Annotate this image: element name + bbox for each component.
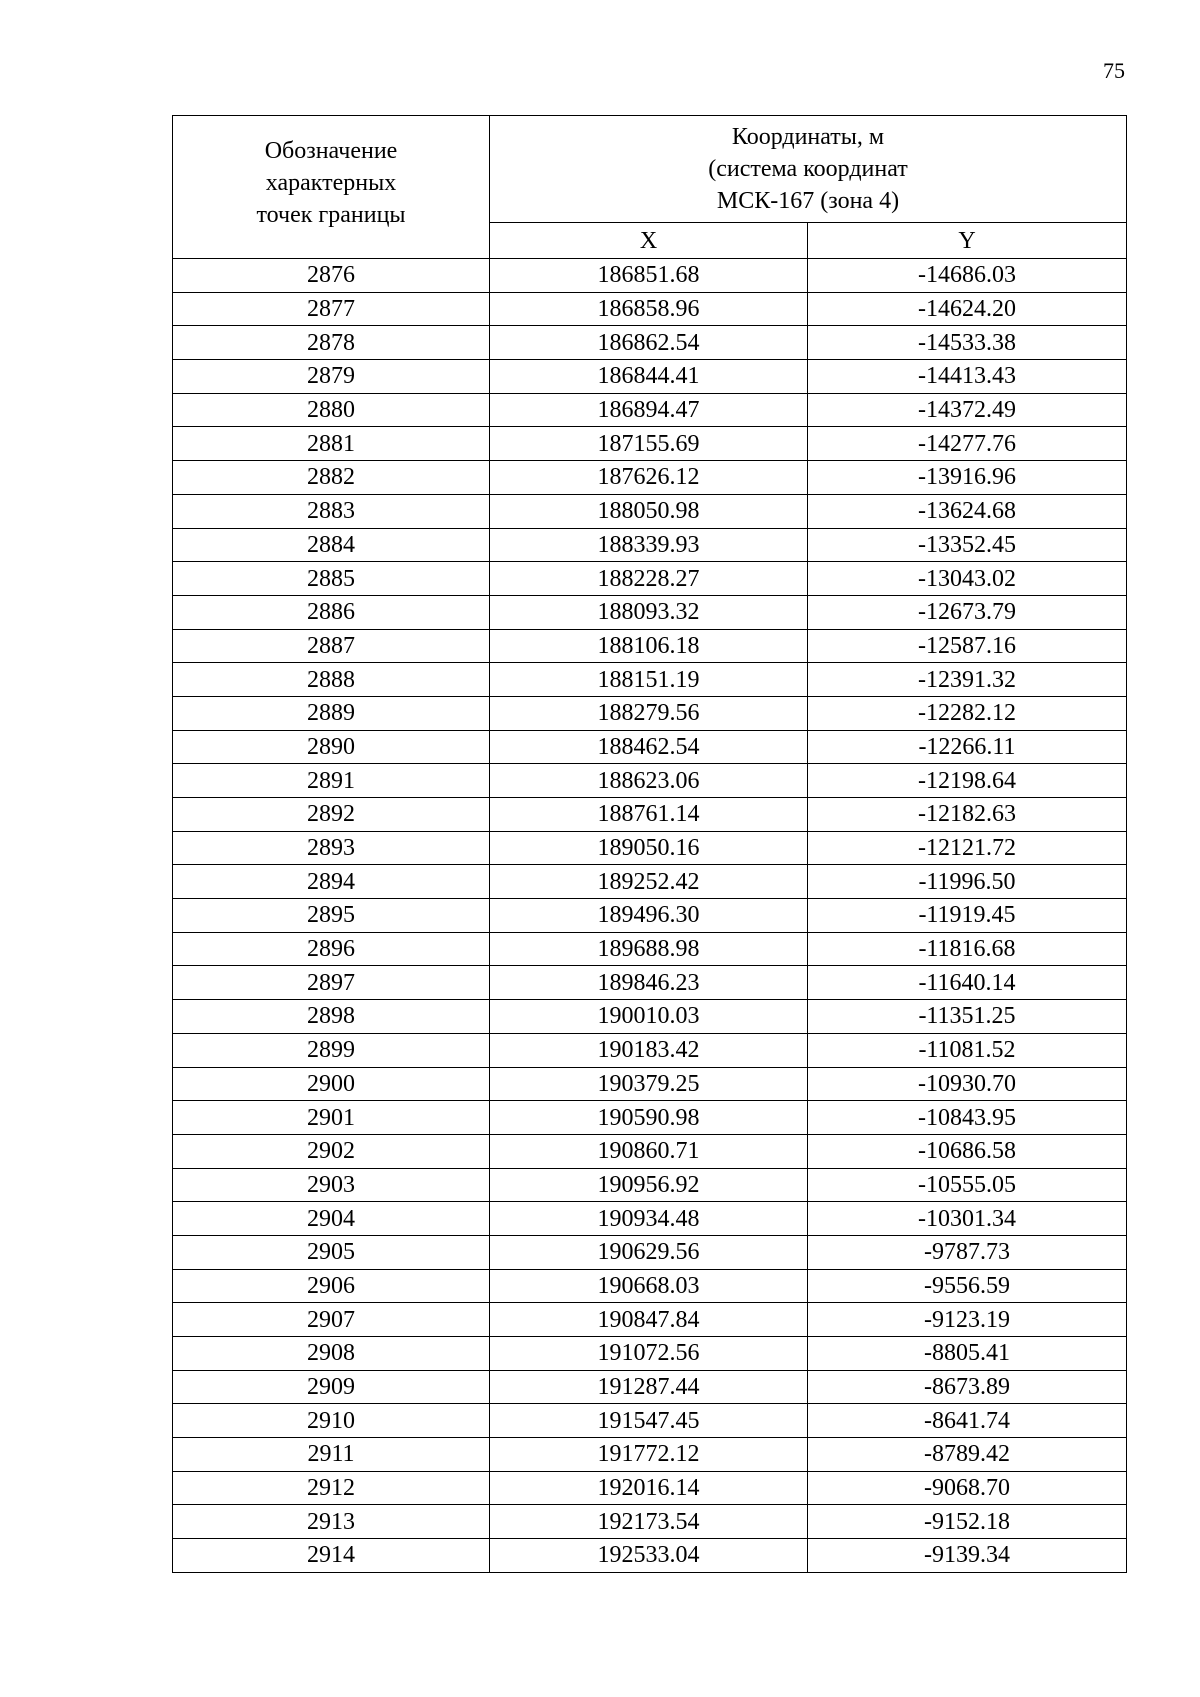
y-coordinate-cell: -9123.19 bbox=[808, 1303, 1127, 1337]
point-cell: 2900 bbox=[173, 1067, 490, 1101]
x-coordinate-cell: 192016.14 bbox=[490, 1471, 808, 1505]
x-coordinate-cell: 189050.16 bbox=[490, 831, 808, 865]
table-row bbox=[173, 1000, 1127, 1034]
point-header-line: характерных bbox=[265, 170, 397, 196]
x-coordinate-cell: 191072.56 bbox=[490, 1337, 808, 1371]
x-coordinate-cell: 192533.04 bbox=[490, 1539, 808, 1573]
point-cell: 2892 bbox=[173, 798, 490, 832]
point-cell: 2899 bbox=[173, 1033, 490, 1067]
x-coordinate-cell: 190956.92 bbox=[490, 1168, 808, 1202]
point-cell: 2896 bbox=[173, 932, 490, 966]
y-coordinate-cell: -11640.14 bbox=[808, 966, 1127, 1000]
table-row bbox=[173, 1168, 1127, 1202]
y-coordinate-cell: -13352.45 bbox=[808, 528, 1127, 562]
point-cell: 2885 bbox=[173, 562, 490, 596]
x-coordinate-cell: 187626.12 bbox=[490, 461, 808, 495]
table-row bbox=[173, 696, 1127, 730]
table-row bbox=[173, 528, 1127, 562]
x-column-header: X bbox=[490, 223, 808, 259]
y-coordinate-cell: -11351.25 bbox=[808, 1000, 1127, 1034]
y-column-header: Y bbox=[808, 223, 1127, 259]
point-cell: 2881 bbox=[173, 427, 490, 461]
table-body bbox=[173, 259, 1127, 1573]
y-coordinate-cell: -12121.72 bbox=[808, 831, 1127, 865]
y-coordinate-cell: -12266.11 bbox=[808, 730, 1127, 764]
table-row bbox=[173, 461, 1127, 495]
point-cell: 2880 bbox=[173, 393, 490, 427]
coords-header-line: МСК-167 (зона 4) bbox=[716, 188, 900, 215]
table-row bbox=[173, 360, 1127, 394]
y-coordinate-cell: -10555.05 bbox=[808, 1168, 1127, 1202]
y-coordinate-cell: -8641.74 bbox=[808, 1404, 1127, 1438]
table-row bbox=[173, 1303, 1127, 1337]
table-row bbox=[173, 1033, 1127, 1067]
y-coordinate-cell: -11081.52 bbox=[808, 1033, 1127, 1067]
x-coordinate-cell: 190183.42 bbox=[490, 1033, 808, 1067]
coordinates-table bbox=[172, 115, 1127, 1573]
y-coordinate-cell: -10930.70 bbox=[808, 1067, 1127, 1101]
x-coordinate-cell: 186894.47 bbox=[490, 393, 808, 427]
x-coordinate-cell: 186862.54 bbox=[490, 326, 808, 360]
x-coordinate-cell: 189688.98 bbox=[490, 932, 808, 966]
point-cell: 2888 bbox=[173, 663, 490, 697]
x-coordinate-cell: 190629.56 bbox=[490, 1235, 808, 1269]
x-coordinate-cell: 188339.93 bbox=[490, 528, 808, 562]
table-row bbox=[173, 326, 1127, 360]
coordinates-column-header bbox=[490, 116, 1127, 223]
page-number: 75 bbox=[1103, 58, 1125, 83]
point-cell: 2883 bbox=[173, 494, 490, 528]
y-coordinate-cell: -12673.79 bbox=[808, 595, 1127, 629]
y-coordinate-cell: -9787.73 bbox=[808, 1235, 1127, 1269]
point-cell: 2878 bbox=[173, 326, 490, 360]
point-cell: 2891 bbox=[173, 764, 490, 798]
point-cell: 2906 bbox=[173, 1269, 490, 1303]
x-coordinate-cell: 191547.45 bbox=[490, 1404, 808, 1438]
y-coordinate-cell: -13624.68 bbox=[808, 494, 1127, 528]
point-cell: 2893 bbox=[173, 831, 490, 865]
y-coordinate-cell: -12391.32 bbox=[808, 663, 1127, 697]
point-cell: 2887 bbox=[173, 629, 490, 663]
y-coordinate-cell: -11996.50 bbox=[808, 865, 1127, 899]
point-cell: 2911 bbox=[173, 1438, 490, 1472]
point-cell: 2912 bbox=[173, 1471, 490, 1505]
table-row bbox=[173, 831, 1127, 865]
table-row bbox=[173, 1370, 1127, 1404]
point-cell: 2904 bbox=[173, 1202, 490, 1236]
table-row bbox=[173, 730, 1127, 764]
x-coordinate-cell: 188462.54 bbox=[490, 730, 808, 764]
table-row bbox=[173, 1539, 1127, 1573]
x-coordinate-cell: 188151.19 bbox=[490, 663, 808, 697]
point-header-line: Обозначение bbox=[264, 138, 398, 164]
table-row bbox=[173, 932, 1127, 966]
table-row bbox=[173, 1202, 1127, 1236]
point-cell: 2890 bbox=[173, 730, 490, 764]
table-row bbox=[173, 1404, 1127, 1438]
y-coordinate-cell: -14372.49 bbox=[808, 393, 1127, 427]
x-coordinate-cell: 189846.23 bbox=[490, 966, 808, 1000]
point-cell: 2898 bbox=[173, 1000, 490, 1034]
y-coordinate-cell: -13043.02 bbox=[808, 562, 1127, 596]
point-cell: 2905 bbox=[173, 1235, 490, 1269]
point-cell: 2882 bbox=[173, 461, 490, 495]
x-coordinate-cell: 190847.84 bbox=[490, 1303, 808, 1337]
table-row bbox=[173, 1337, 1127, 1371]
x-coordinate-cell: 190668.03 bbox=[490, 1269, 808, 1303]
x-coordinate-cell: 190379.25 bbox=[490, 1067, 808, 1101]
y-coordinate-cell: -8673.89 bbox=[808, 1370, 1127, 1404]
x-coordinate-cell: 188093.32 bbox=[490, 595, 808, 629]
x-coordinate-cell: 186851.68 bbox=[490, 259, 808, 293]
point-header-line: точек границы bbox=[256, 202, 406, 228]
point-cell: 2877 bbox=[173, 292, 490, 326]
point-cell: 2902 bbox=[173, 1134, 490, 1168]
y-coordinate-cell: -10843.95 bbox=[808, 1101, 1127, 1135]
x-coordinate-cell: 190010.03 bbox=[490, 1000, 808, 1034]
table-row bbox=[173, 764, 1127, 798]
x-coordinate-cell: 192173.54 bbox=[490, 1505, 808, 1539]
point-cell: 2879 bbox=[173, 360, 490, 394]
x-coordinate-cell: 188106.18 bbox=[490, 629, 808, 663]
y-coordinate-cell: -14624.20 bbox=[808, 292, 1127, 326]
point-cell: 2914 bbox=[173, 1539, 490, 1573]
table-row bbox=[173, 966, 1127, 1000]
y-coordinate-cell: -11816.68 bbox=[808, 932, 1127, 966]
coords-header-line: Координаты, м bbox=[731, 124, 885, 151]
point-cell: 2894 bbox=[173, 865, 490, 899]
point-cell: 2876 bbox=[173, 259, 490, 293]
table-row bbox=[173, 427, 1127, 461]
table-row bbox=[173, 1067, 1127, 1101]
x-coordinate-cell: 189496.30 bbox=[490, 899, 808, 933]
table-row bbox=[173, 1235, 1127, 1269]
table-row bbox=[173, 562, 1127, 596]
x-coordinate-cell: 190590.98 bbox=[490, 1101, 808, 1135]
table-row bbox=[173, 1101, 1127, 1135]
y-coordinate-cell: -14533.38 bbox=[808, 326, 1127, 360]
point-cell: 2895 bbox=[173, 899, 490, 933]
table-row bbox=[173, 865, 1127, 899]
x-coordinate-cell: 188279.56 bbox=[490, 696, 808, 730]
point-cell: 2889 bbox=[173, 696, 490, 730]
point-cell: 2908 bbox=[173, 1337, 490, 1371]
y-coordinate-cell: -8789.42 bbox=[808, 1438, 1127, 1472]
table-row bbox=[173, 663, 1127, 697]
y-coordinate-cell: -12182.63 bbox=[808, 798, 1127, 832]
table-row bbox=[173, 1471, 1127, 1505]
table-row bbox=[173, 494, 1127, 528]
y-coordinate-cell: -9068.70 bbox=[808, 1471, 1127, 1505]
x-coordinate-cell: 191772.12 bbox=[490, 1438, 808, 1472]
y-coordinate-cell: -9139.34 bbox=[808, 1539, 1127, 1573]
y-coordinate-cell: -10686.58 bbox=[808, 1134, 1127, 1168]
x-coordinate-cell: 188761.14 bbox=[490, 798, 808, 832]
x-coordinate-cell: 191287.44 bbox=[490, 1370, 808, 1404]
x-coordinate-cell: 187155.69 bbox=[490, 427, 808, 461]
point-cell: 2910 bbox=[173, 1404, 490, 1438]
y-coordinate-cell: -14277.76 bbox=[808, 427, 1127, 461]
table-row bbox=[173, 899, 1127, 933]
point-cell: 2886 bbox=[173, 595, 490, 629]
table-row bbox=[173, 393, 1127, 427]
y-coordinate-cell: -13916.96 bbox=[808, 461, 1127, 495]
y-coordinate-cell: -14686.03 bbox=[808, 259, 1127, 293]
y-coordinate-cell: -10301.34 bbox=[808, 1202, 1127, 1236]
table-row bbox=[173, 1505, 1127, 1539]
x-coordinate-cell: 190934.48 bbox=[490, 1202, 808, 1236]
y-coordinate-cell: -12587.16 bbox=[808, 629, 1127, 663]
y-coordinate-cell: -11919.45 bbox=[808, 899, 1127, 933]
x-coordinate-cell: 189252.42 bbox=[490, 865, 808, 899]
y-coordinate-cell: -9152.18 bbox=[808, 1505, 1127, 1539]
point-cell: 2909 bbox=[173, 1370, 490, 1404]
point-cell: 2897 bbox=[173, 966, 490, 1000]
table-row bbox=[173, 259, 1127, 293]
y-coordinate-cell: -12198.64 bbox=[808, 764, 1127, 798]
table-row bbox=[173, 1134, 1127, 1168]
point-cell: 2901 bbox=[173, 1101, 490, 1135]
x-coordinate-cell: 186844.41 bbox=[490, 360, 808, 394]
y-coordinate-cell: -9556.59 bbox=[808, 1269, 1127, 1303]
y-coordinate-cell: -14413.43 bbox=[808, 360, 1127, 394]
table-row bbox=[173, 292, 1127, 326]
coords-header-line: (система координат bbox=[708, 156, 908, 183]
table-row bbox=[173, 1438, 1127, 1472]
point-cell: 2907 bbox=[173, 1303, 490, 1337]
x-coordinate-cell: 188228.27 bbox=[490, 562, 808, 596]
table-row bbox=[173, 1269, 1127, 1303]
point-cell: 2913 bbox=[173, 1505, 490, 1539]
x-coordinate-cell: 188623.06 bbox=[490, 764, 808, 798]
point-column-header bbox=[173, 116, 490, 259]
x-coordinate-cell: 186858.96 bbox=[490, 292, 808, 326]
table-header bbox=[173, 116, 1127, 259]
y-coordinate-cell: -12282.12 bbox=[808, 696, 1127, 730]
table-row bbox=[173, 798, 1127, 832]
point-cell: 2884 bbox=[173, 528, 490, 562]
table-row bbox=[173, 595, 1127, 629]
table-row bbox=[173, 629, 1127, 663]
x-coordinate-cell: 190860.71 bbox=[490, 1134, 808, 1168]
y-coordinate-cell: -8805.41 bbox=[808, 1337, 1127, 1371]
x-coordinate-cell: 188050.98 bbox=[490, 494, 808, 528]
point-cell: 2903 bbox=[173, 1168, 490, 1202]
